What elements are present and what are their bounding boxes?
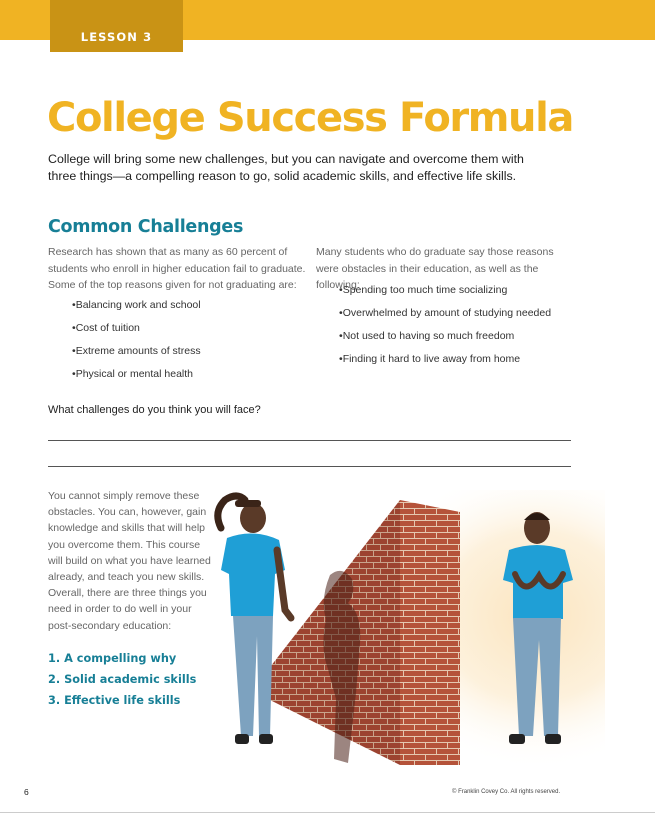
stressed-student-figure xyxy=(218,496,291,744)
obstacles-paragraph: You cannot simply remove these obstacles. You can, however, gain knowledge and skills that will help you overcome them. This course will build on what you have learned already, and teach you new skills. Overall, there are three things you need in order to do well in your post-secondary education: xyxy=(48,490,211,632)
challenges-right-paragraph: Many students who do graduate say those reasons were obstacles in their education, as well as the following: xyxy=(316,246,554,291)
success-formula-list xyxy=(48,652,196,715)
obstacles-list xyxy=(339,283,551,375)
list-item: • Spending too much time socializing xyxy=(339,283,551,306)
list-item: 3. Effective life skills xyxy=(48,694,181,707)
section-heading: Common Challenges xyxy=(48,217,244,237)
list-item: 2. Solid academic skills xyxy=(48,673,197,686)
copyright-notice: © Franklin Covey Co. All rights reserved. xyxy=(452,789,561,795)
list-item: • Finding it hard to live away from home xyxy=(339,352,551,375)
list-item: 1. A compelling why xyxy=(48,652,177,665)
list-item: • Extreme amounts of stress xyxy=(72,344,201,367)
footer-rule xyxy=(0,812,655,813)
list-item: • Not used to having so much freedom xyxy=(339,329,551,352)
list-item: • Physical or mental health xyxy=(72,367,201,390)
brick-wall-illustration xyxy=(205,490,605,770)
page-title: College Success Formula xyxy=(47,95,574,141)
answer-line-1[interactable] xyxy=(48,440,571,441)
wall-front xyxy=(400,500,460,765)
lesson-tab xyxy=(50,0,183,52)
lesson-label: LESSON 3 xyxy=(80,30,153,44)
reflection-question: What challenges do you think you will face? xyxy=(48,404,261,416)
challenges-left-paragraph: Research has shown that as many as 60 percent of students who enroll in higher education fail to graduate. Some of the top reasons given for not graduating are: xyxy=(48,246,306,291)
answer-line-2[interactable] xyxy=(48,466,571,467)
page-number: 6 xyxy=(24,787,29,797)
list-item: • Cost of tuition xyxy=(72,321,201,344)
intro-text: College will bring some new challenges, but you can navigate and overcome them with three things—a compelling reason to go, solid academic skills, and effective life skills. xyxy=(48,152,524,183)
list-item: • Balancing work and school xyxy=(72,298,201,321)
reasons-list xyxy=(72,298,201,390)
list-item: • Overwhelmed by amount of studying needed xyxy=(339,306,551,329)
